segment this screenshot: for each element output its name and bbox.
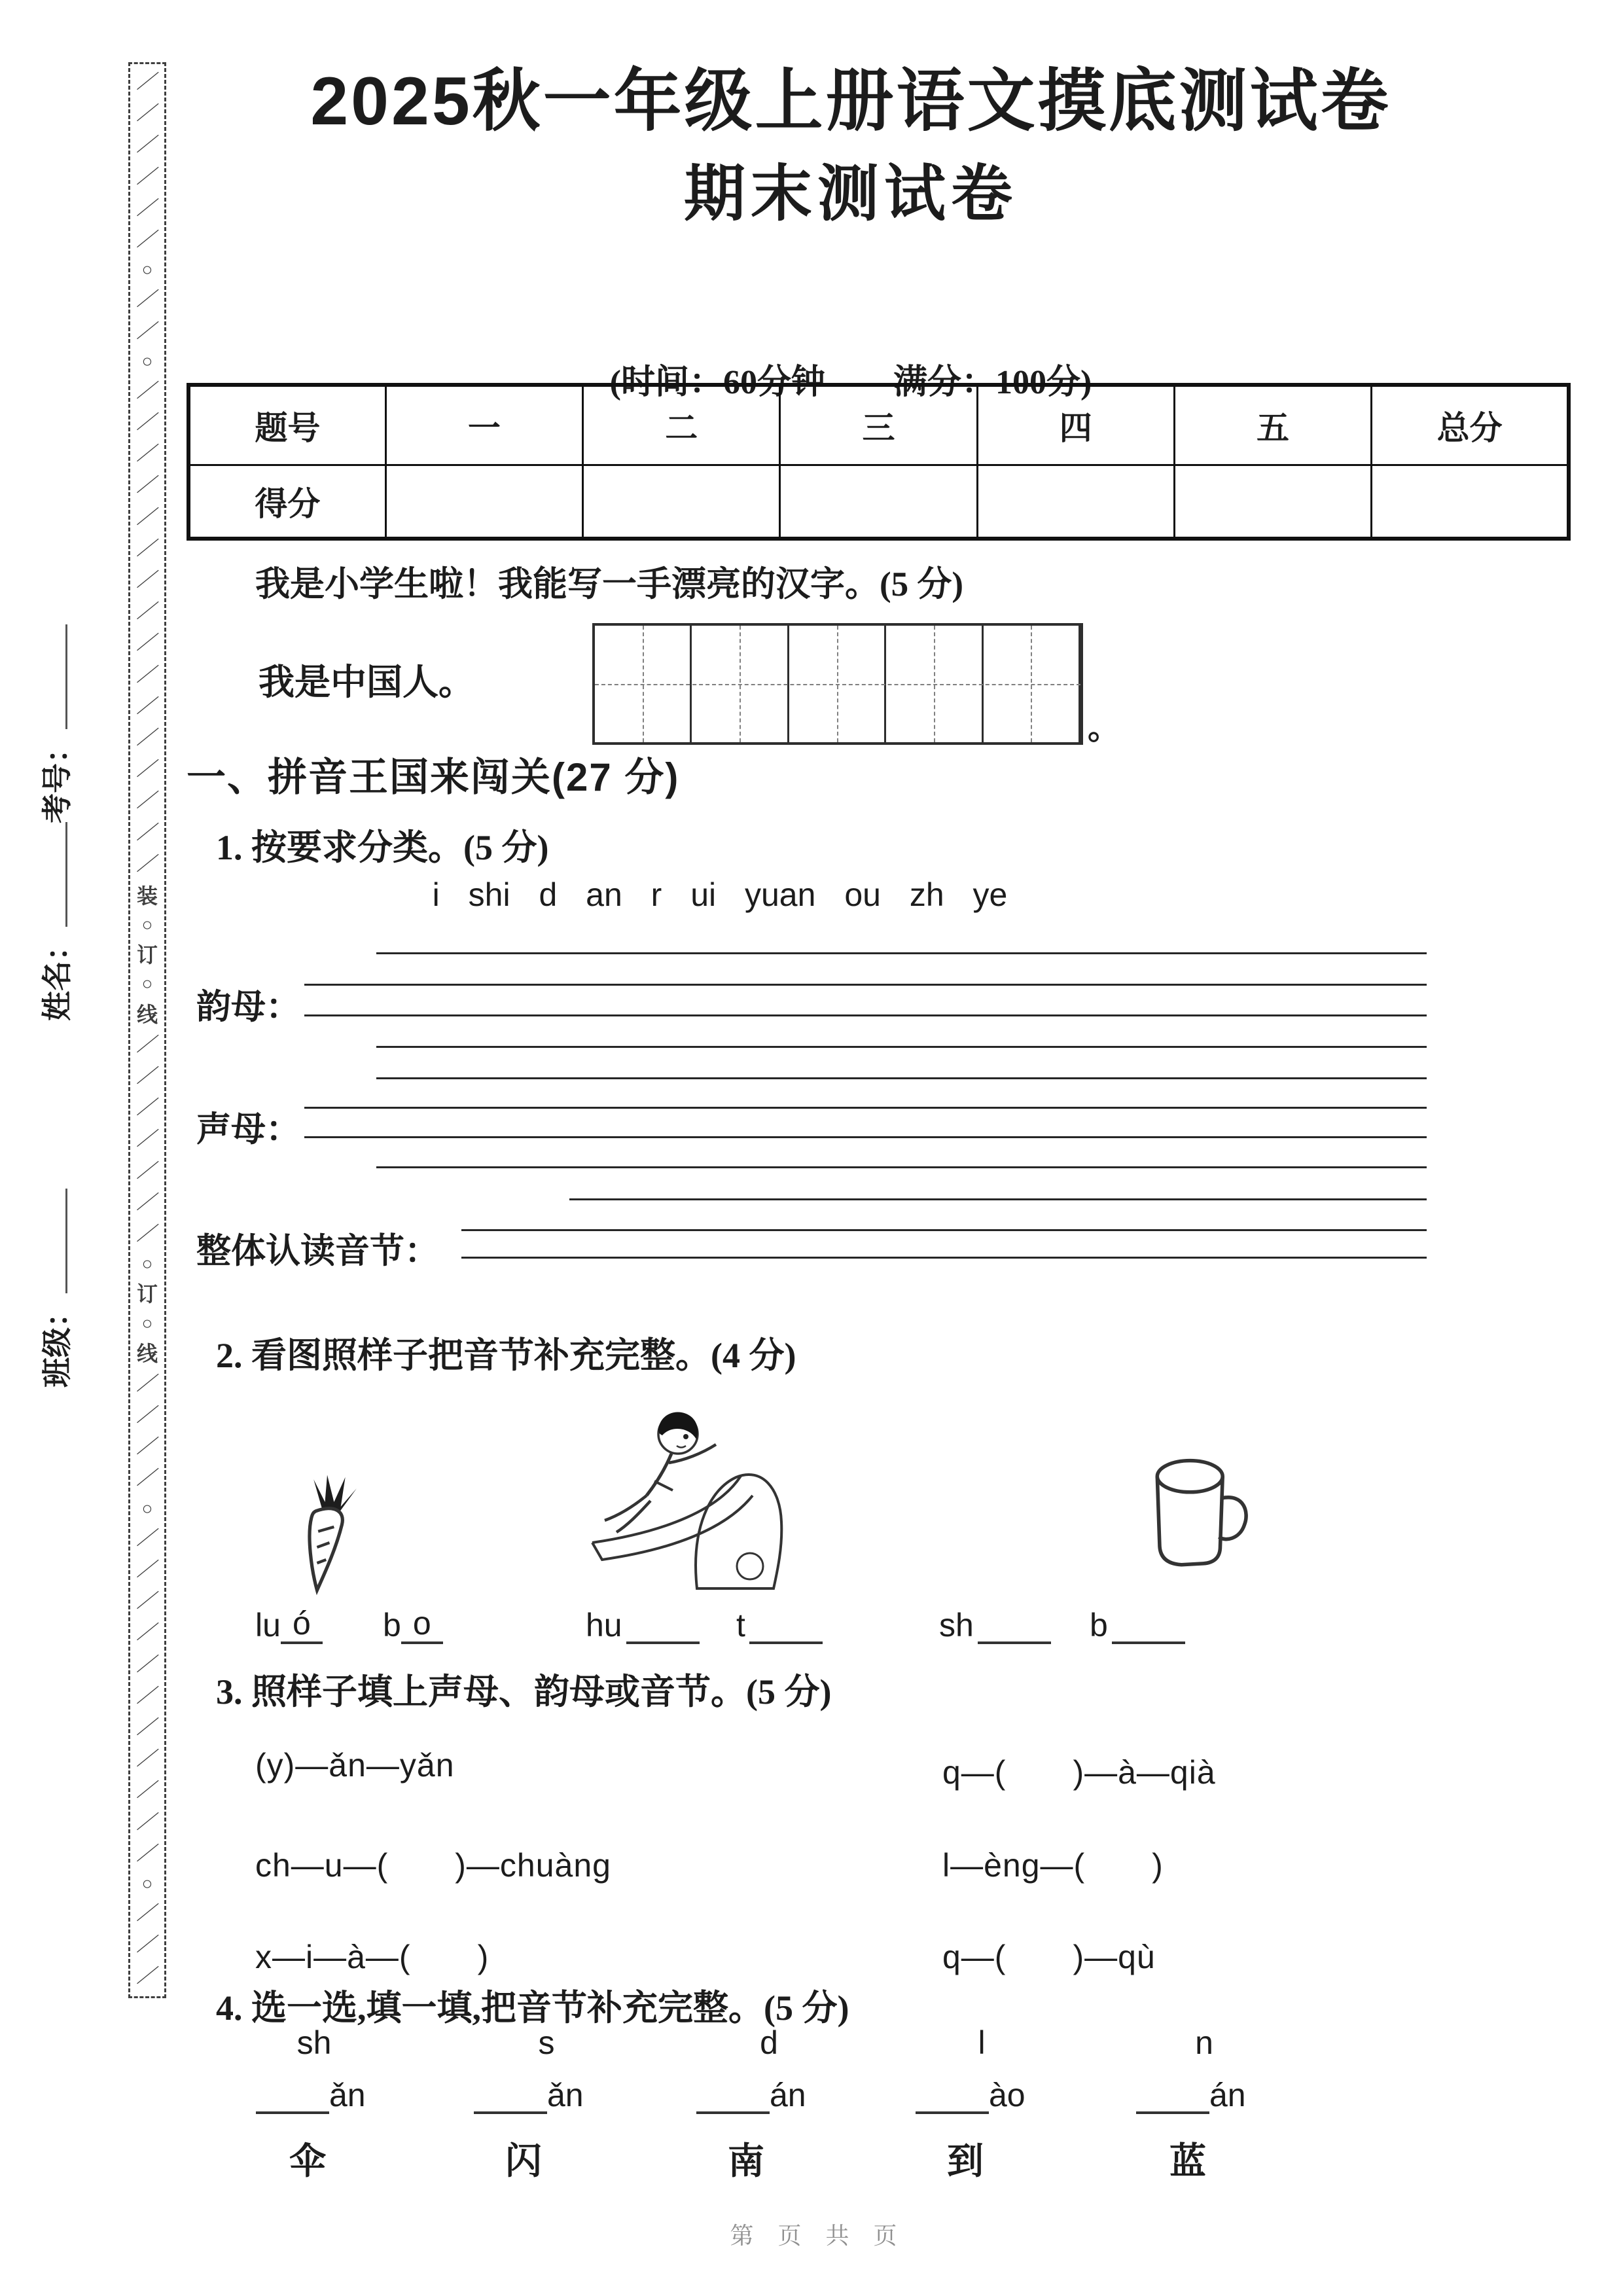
grid-middle-line: [595, 684, 1080, 685]
slash-mark: ／: [135, 1064, 160, 1090]
slash-mark: ／: [135, 725, 160, 751]
q4-answer-blank: [256, 2075, 329, 2114]
slash-mark: ／: [135, 1841, 160, 1867]
slash-mark: ／: [135, 1809, 160, 1836]
answer-line: [376, 1166, 1427, 1168]
score-row: [188, 465, 1569, 539]
q4-final: ào: [989, 2077, 1026, 2113]
q2-answer-blank: [978, 1605, 1051, 1644]
q2-answer-blank: [281, 1605, 323, 1644]
slash-mark: ／: [135, 227, 160, 253]
q4-answer: [912, 2075, 1026, 2114]
q4-character: 到: [947, 2142, 984, 2182]
time-score-info: (时间：60分钟 满分：100分): [609, 364, 1092, 401]
slash-mark: ／: [135, 1190, 160, 1216]
slash-mark: ／: [135, 1746, 160, 1772]
slash-mark: ／: [135, 441, 160, 467]
q3-item: q—( )—qù: [942, 1939, 1156, 1975]
answer-line: [569, 1198, 1427, 1200]
paper-title: 2025秋一年级上册语文摸底测试卷: [310, 63, 1391, 139]
student-name-label: 姓名：: [41, 931, 74, 1021]
circle-mark: ○: [141, 260, 153, 281]
slash-mark: ／: [135, 1221, 160, 1247]
q2-given-letters: sh: [939, 1607, 974, 1643]
whole-syllables-label: 整体认读音节：: [196, 1232, 439, 1270]
score-row-label: 得分: [188, 465, 385, 539]
slash-mark: ／: [135, 630, 160, 657]
slash-mark: ／: [135, 788, 160, 814]
slash-mark: ／: [135, 852, 160, 878]
slash-mark: ／: [135, 1715, 160, 1741]
q2-given-letters: b: [383, 1607, 401, 1643]
binding-char: 装: [136, 884, 158, 908]
q2-given-letters: b: [1090, 1607, 1108, 1643]
score-table-header-cell: 三: [780, 385, 977, 465]
intro-sentence: 我是中国人。: [259, 662, 475, 702]
q2-title: 2. 看图照样子把音节补充完整。(4 分): [216, 1336, 796, 1375]
answer-line: [304, 1107, 1427, 1109]
slash-mark: ／: [135, 567, 160, 594]
q4-title: 4. 选一选,填一填,把音节补充完整。(5 分): [216, 1988, 849, 2028]
score-cell: [977, 465, 1174, 539]
slash-mark: ／: [135, 1620, 160, 1647]
slash-mark: ／: [135, 1588, 160, 1615]
q4-answer-blank: [1136, 2075, 1209, 2114]
slash-mark: ／: [135, 1778, 160, 1804]
score-table-header-cell: 总分: [1372, 385, 1569, 465]
slash-mark: ／: [135, 1557, 160, 1583]
finals-label: 韵母：: [196, 988, 300, 1026]
slash-mark: ／: [135, 69, 160, 96]
score-table-header-cell: 一: [385, 385, 582, 465]
slash-mark: ／: [135, 473, 160, 499]
slash-mark: ／: [135, 1901, 160, 1927]
q2-item: [1090, 1605, 1185, 1644]
circle-mark: ○: [141, 1873, 153, 1894]
slash-mark: ／: [135, 757, 160, 783]
score-table-header-cell: 四: [977, 385, 1174, 465]
q2-filled-letter: o: [412, 1605, 431, 1641]
slash-mark: ／: [135, 1434, 160, 1460]
question-number-row: [188, 385, 1569, 465]
q2-answer-blank: [749, 1605, 823, 1644]
character-writing-grid: [592, 623, 1083, 745]
binding-char: 订: [136, 1282, 158, 1306]
q2-answer-blank: [1112, 1605, 1185, 1644]
q2-item: [939, 1605, 1051, 1644]
slash-mark: ／: [135, 505, 160, 531]
q4-answer-blank: [916, 2075, 989, 2114]
q4-character: 伞: [289, 2142, 326, 2182]
answer-line: [376, 1046, 1427, 1048]
q4-option: d: [760, 2024, 778, 2061]
q2-item: [586, 1605, 700, 1644]
q4-character: 蓝: [1169, 2142, 1206, 2182]
score-cell: [1372, 465, 1569, 539]
q2-item: [736, 1605, 823, 1644]
slash-mark: ／: [135, 132, 160, 159]
q2-item: [383, 1605, 443, 1644]
slash-mark: ／: [135, 196, 160, 222]
slash-mark: ／: [135, 1651, 160, 1678]
q4-character: 南: [728, 2142, 764, 2182]
circle-mark: ○: [141, 351, 153, 372]
circle-mark: ○: [141, 915, 153, 936]
score-table-header-cell: 五: [1174, 385, 1371, 465]
answer-line: [461, 1257, 1427, 1259]
score-cell: [385, 465, 582, 539]
q4-option: n: [1195, 2024, 1213, 2061]
slash-mark: ／: [135, 1403, 160, 1429]
q2-answer-blank: [401, 1605, 443, 1644]
score-table-header-cell: 题号: [188, 385, 385, 465]
q1-title: 1. 按要求分类。(5 分): [216, 828, 549, 867]
exam-number-label: 考号：: [41, 733, 74, 823]
q4-character: 闪: [505, 2142, 542, 2182]
answer-line: [376, 952, 1427, 954]
q2-filled-letter: ó: [293, 1605, 311, 1641]
initials-label: 声母：: [196, 1111, 300, 1149]
circle-mark: ○: [141, 1498, 153, 1519]
q4-final: án: [770, 2077, 806, 2113]
q4-option: sh: [296, 2024, 332, 2061]
answer-line: [376, 1077, 1427, 1079]
q1-syllable-list: i shi d an r ui yuan ou zh ye: [432, 876, 1008, 913]
score-cell: [583, 465, 780, 539]
binding-char: 订: [136, 943, 158, 967]
circle-mark: ○: [141, 1254, 153, 1275]
score-table-header-cell: 二: [583, 385, 780, 465]
carrot-illustration: [268, 1473, 386, 1597]
answer-line: [304, 1014, 1427, 1016]
q4-final: án: [1209, 2077, 1246, 2113]
student-name-field: [38, 822, 77, 1021]
score-table: [187, 383, 1571, 541]
q3-title: 3. 照样子填上声母、韵母或音节。(5 分): [216, 1672, 832, 1712]
q2-given-letters: t: [736, 1607, 745, 1643]
period-after-grid: 。: [1088, 709, 1120, 746]
paper-subtitle: 期末测试卷: [683, 159, 1018, 228]
slash-mark: ／: [135, 1126, 160, 1153]
slash-mark: ／: [135, 694, 160, 720]
slide-illustration: [556, 1397, 785, 1594]
q4-final: ǎn: [547, 2077, 584, 2113]
header: [105, 0, 1597, 403]
exam-number-field: [38, 624, 77, 823]
q2-answer-blank: [626, 1605, 700, 1644]
binding-char: 线: [136, 1002, 158, 1026]
slash-mark: ／: [135, 536, 160, 562]
class-field: [38, 1189, 77, 1388]
q3-item: (y)—ǎn—yǎn: [255, 1747, 455, 1784]
q3-item: l—èng—( ): [942, 1847, 1164, 1884]
answer-line: [461, 1229, 1427, 1231]
slash-mark: ／: [135, 1683, 160, 1710]
slash-mark: ／: [135, 378, 160, 404]
slash-mark: ／: [135, 318, 160, 345]
section-one-heading: 一、拼音王国来闯关(27 分): [187, 755, 680, 799]
slash-mark: ／: [135, 1095, 160, 1121]
intro-prompt: 我是小学生啦！我能写一手漂亮的汉字。(5 分): [255, 565, 964, 603]
q4-option: l: [978, 2024, 986, 2061]
slash-mark: ／: [135, 1964, 160, 1990]
slash-mark: ／: [135, 164, 160, 190]
q4-answer: [470, 2075, 584, 2114]
slash-mark: ／: [135, 287, 160, 313]
circle-mark: ○: [141, 1313, 153, 1334]
slash-mark: ／: [135, 1526, 160, 1552]
class-label: 班级：: [41, 1297, 74, 1388]
slash-mark: ／: [135, 1465, 160, 1492]
circle-mark: ○: [141, 974, 153, 995]
score-cell: [780, 465, 977, 539]
student-name-line: [62, 822, 67, 927]
slash-mark: ／: [135, 1932, 160, 1958]
q4-answer: [252, 2075, 366, 2114]
q2-given-letters: hu: [586, 1607, 622, 1643]
page-number-note: 第 页 共 页: [730, 2223, 906, 2249]
q4-answer-blank: [474, 2075, 547, 2114]
slash-mark: ／: [135, 410, 160, 436]
slash-mark: ／: [135, 1371, 160, 1397]
score-cell: [1174, 465, 1371, 539]
q3-item: x—i—à—( ): [255, 1939, 490, 1975]
slash-mark: ／: [135, 599, 160, 625]
answer-line: [304, 984, 1427, 986]
slash-mark: ／: [135, 1158, 160, 1185]
q4-answer: [1132, 2075, 1246, 2114]
q4-option: s: [538, 2024, 555, 2061]
binding-char: 线: [136, 1341, 158, 1365]
answer-line: [304, 1136, 1427, 1138]
q4-final: ǎn: [329, 2077, 366, 2113]
slash-mark: ／: [135, 1032, 160, 1058]
cup-illustration: [1135, 1450, 1257, 1571]
exam-number-line: [62, 624, 67, 729]
slash-mark: ／: [135, 819, 160, 846]
q4-answer-blank: [696, 2075, 770, 2114]
class-line: [62, 1189, 67, 1293]
q3-item: q—( )—à—qià: [942, 1754, 1216, 1791]
slash-mark: ／: [135, 662, 160, 689]
q2-item: [255, 1605, 323, 1644]
slash-mark: ／: [135, 101, 160, 127]
q2-given-letters: lu: [255, 1607, 281, 1643]
q4-answer: [692, 2075, 806, 2114]
q3-item: ch—u—( )—chuàng: [255, 1847, 611, 1884]
